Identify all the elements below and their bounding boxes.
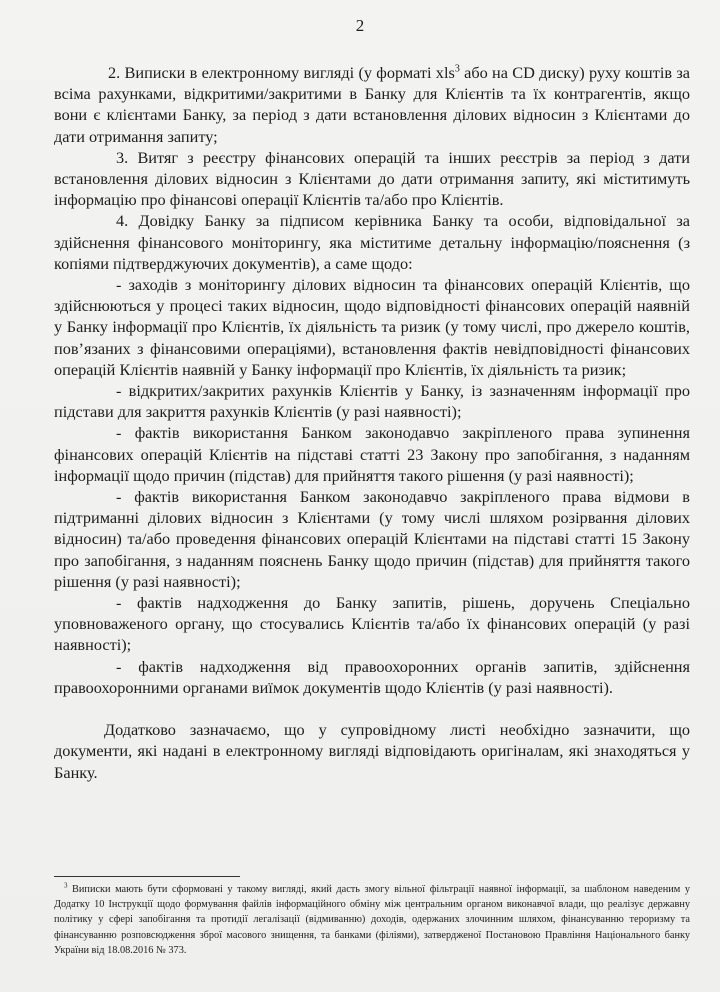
letter-body bbox=[54, 62, 690, 783]
list-item: - відкритих/закритих рахунків Клієнтів у Банку, із зазначенням інформації про підстави для закриття рахунків Клієнтів (у разі наявності); bbox=[54, 381, 690, 422]
list-item: - фактів використання Банком законодавчо закріпленого права відмови в підтриманні ділових відносин з Клієнтами (у тому числі шляхом розірвання ділових відносин) та/або проведення фінансових операцій Клієнтами на підставі статті 15 Закону про запобігання, з наданням пояснень Банку щодо причин (підстав) для прийняття такого рішення (у разі наявності); bbox=[54, 487, 690, 591]
item-2-text-continued: або на CD диску) руху коштів за всіма рахунками, відкритими/закритими в Банку для Клієнтів та їх контрагентів, якщо вони є клієнтами Банку, за період з дати встановлення ділових відносин з Клієнтами до дати отримання запиту; bbox=[54, 63, 690, 146]
item-2-paragraph bbox=[54, 62, 690, 147]
list-item: - заходів з моніторингу ділових відносин та фінансових операцій Клієнтів, що здійснюються у процесі таких відносин, щодо відповідності фінансових операцій наявній у Банку інформації про Клієнтів, їх діяльність та ризик (у тому числі, про джерело коштів, пов’язаних з фінансовими операціями), встановлення фактів невідповідності фінансових операцій Клієнтів наявній у Банку інформації про Клієнтів, їх діяльність та ризик; bbox=[54, 275, 690, 379]
closing-paragraph: Додатково зазначаємо, що у супровідному листі необхідно зазначити, що документи, які надані в електронному вигляді відповідають оригіналам, які знаходяться у Банку. bbox=[54, 720, 690, 782]
page-number: 2 bbox=[355, 16, 365, 35]
item-4-paragraph: 4. Довідку Банку за підписом керівника Банку та особи, відповідальної за здійснення фінансового моніторингу, яка міститиме детальну інформацію/пояснення (з копіями підтверджуючих документів), а саме щодо: bbox=[54, 211, 690, 273]
footnote-marker: 3 bbox=[64, 881, 68, 890]
footnote bbox=[54, 882, 690, 958]
footnote-divider bbox=[54, 876, 240, 877]
footnote-text: Виписки мають бути сформовані у такому вигляді, який дасть змогу вільної фільтрації наявної інформації, за шаблоном наведеним у Додатку 10 Інструкції щодо формування файлів інформаційного обміну між центральним органом виконавчої влади, що реалізує державну політику у сфері запобігання та протидії легалізації (відмиванню) доходів, одержаних злочинним шляхом, фінансуванню тероризму та фінансуванню розповсюдження зброї масового знищення, та банками (філіями), затвердженої Постановою Правління Національного банку України від 18.08.2016 № 373. bbox=[54, 884, 690, 956]
footnote-reference: 3 bbox=[454, 63, 460, 75]
item-2-text: 2. Виписки в електронному вигляді (у форматі xls bbox=[108, 63, 455, 82]
list-item: - фактів використання Банком законодавчо закріпленого права зупинення фінансових операцій Клієнтів на підставі статті 23 Закону про запобігання, з наданням інформації щодо причин (підстав) для прийняття такого рішення (у разі наявності); bbox=[54, 423, 690, 485]
list-item: - фактів надходження від правоохоронних органів запитів, здійснення правоохоронними органами виїмок документів щодо Клієнтів (у разі наявності). bbox=[54, 656, 690, 697]
list-item: - фактів надходження до Банку запитів, рішень, доручень Спеціально уповноваженого органу, що стосувались Клієнтів та/або їх фінансових операцій (у разі наявності); bbox=[54, 593, 690, 655]
item-3-paragraph: 3. Витяг з реєстру фінансових операцій та інших реєстрів за період з дати встановлення ділових відносин з Клієнтами до дати отримання запиту, які міститимуть інформацію про фінансові операції Клієнтів та/або про Клієнтів. bbox=[54, 147, 690, 210]
